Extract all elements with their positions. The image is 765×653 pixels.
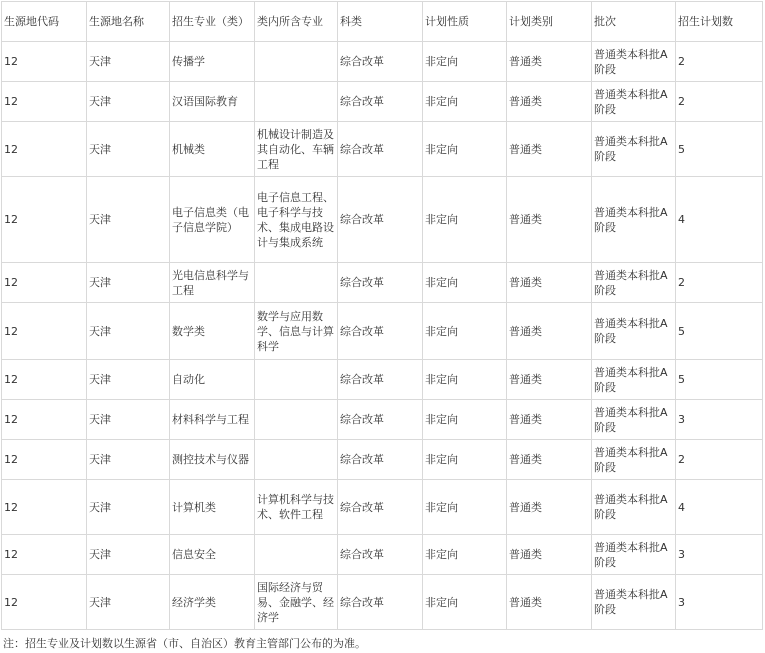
table-cell: 普通类本科批A阶段 [592,535,676,575]
table-cell: 普通类本科批A阶段 [592,440,676,480]
table-cell: 普通类本科批A阶段 [592,480,676,535]
table-cell: 12 [2,122,87,177]
table-cell: 普通类 [507,440,592,480]
table-cell: 非定向 [423,440,507,480]
table-cell: 天津 [87,177,170,263]
table-cell: 普通类本科批A阶段 [592,303,676,360]
table-cell: 天津 [87,360,170,400]
table-cell: 普通类本科批A阶段 [592,360,676,400]
table-cell: 计算机科学与技术、软件工程 [255,480,338,535]
table-cell: 非定向 [423,263,507,303]
table-row [2,122,763,177]
table-cell: 普通类本科批A阶段 [592,122,676,177]
table-cell: 综合改革 [338,263,423,303]
table-cell: 天津 [87,122,170,177]
table-cell: 12 [2,42,87,82]
table-cell: 非定向 [423,177,507,263]
table-cell: 电子信息工程、电子科学与技术、集成电路设计与集成系统 [255,177,338,263]
table-cell: 3 [676,400,763,440]
header-cell: 招生计划数 [676,2,763,42]
table-cell: 普通类本科批A阶段 [592,263,676,303]
table-cell: 综合改革 [338,440,423,480]
table-cell: 天津 [87,82,170,122]
table-cell: 综合改革 [338,360,423,400]
table-cell: 普通类本科批A阶段 [592,177,676,263]
header-cell: 计划性质 [423,2,507,42]
table-row [2,303,763,360]
table-cell: 2 [676,263,763,303]
table-cell [255,535,338,575]
table-cell: 5 [676,360,763,400]
table-cell: 普通类 [507,535,592,575]
table-cell: 普通类 [507,82,592,122]
table-cell: 天津 [87,480,170,535]
header-cell: 生源地名称 [87,2,170,42]
table-cell: 非定向 [423,480,507,535]
table-cell: 12 [2,303,87,360]
table-cell: 非定向 [423,82,507,122]
table-cell: 综合改革 [338,82,423,122]
table-row [2,400,763,440]
table-cell: 普通类 [507,303,592,360]
table-cell: 天津 [87,440,170,480]
footnote: 注：招生专业及计划数以生源省（市、自治区）教育主管部门公布的为准。 [3,637,366,650]
table-cell: 4 [676,480,763,535]
table-cell: 3 [676,575,763,630]
table-row [2,263,763,303]
table-cell: 5 [676,303,763,360]
table-cell: 普通类 [507,177,592,263]
table-cell: 综合改革 [338,575,423,630]
table-cell: 非定向 [423,535,507,575]
table-row [2,42,763,82]
table-cell: 普通类本科批A阶段 [592,400,676,440]
table-cell: 天津 [87,535,170,575]
table-cell: 非定向 [423,400,507,440]
header-cell: 生源地代码 [2,2,87,42]
table-cell: 普通类本科批A阶段 [592,42,676,82]
table-cell: 12 [2,535,87,575]
header-cell: 批次 [592,2,676,42]
table-row [2,480,763,535]
table-cell: 普通类 [507,122,592,177]
table-cell: 12 [2,480,87,535]
table-cell: 非定向 [423,360,507,400]
table-cell: 普通类本科批A阶段 [592,575,676,630]
table-cell: 12 [2,360,87,400]
table-cell: 3 [676,535,763,575]
table-row [2,535,763,575]
table-cell: 综合改革 [338,535,423,575]
table-cell: 国际经济与贸易、金融学、经济学 [255,575,338,630]
table-cell: 计算机类 [170,480,255,535]
table-cell: 天津 [87,42,170,82]
table-row [2,440,763,480]
table-cell: 自动化 [170,360,255,400]
table-cell: 非定向 [423,303,507,360]
table-row [2,575,763,630]
table-cell: 电子信息类（电子信息学院） [170,177,255,263]
table-cell: 综合改革 [338,400,423,440]
table-cell: 普通类本科批A阶段 [592,82,676,122]
table-cell: 机械设计制造及其自动化、车辆工程 [255,122,338,177]
table-cell: 普通类 [507,360,592,400]
table-cell: 普通类 [507,575,592,630]
table-cell: 2 [676,440,763,480]
table-cell: 机械类 [170,122,255,177]
table-cell: 数学类 [170,303,255,360]
table-cell: 12 [2,440,87,480]
table-cell: 信息安全 [170,535,255,575]
header-cell: 科类 [338,2,423,42]
table-cell: 2 [676,42,763,82]
table-cell: 12 [2,575,87,630]
table-cell: 数学与应用数学、信息与计算科学 [255,303,338,360]
table-cell: 非定向 [423,122,507,177]
table-cell: 汉语国际教育 [170,82,255,122]
table-cell: 综合改革 [338,122,423,177]
table-cell: 综合改革 [338,303,423,360]
table-cell: 材料科学与工程 [170,400,255,440]
table-cell: 4 [676,177,763,263]
table-cell: 综合改革 [338,480,423,535]
header-cell: 招生专业（类） [170,2,255,42]
table-row [2,177,763,263]
header-cell: 计划类别 [507,2,592,42]
table-cell: 天津 [87,303,170,360]
table-cell [255,263,338,303]
table-cell [255,440,338,480]
table-cell: 非定向 [423,575,507,630]
table-cell: 5 [676,122,763,177]
table-cell: 普通类 [507,42,592,82]
table-cell: 12 [2,82,87,122]
table-cell: 传播学 [170,42,255,82]
table-cell: 普通类 [507,480,592,535]
admission-plan-table [1,1,763,630]
table-cell: 2 [676,82,763,122]
table-row [2,82,763,122]
table-cell: 天津 [87,575,170,630]
table-cell: 光电信息科学与工程 [170,263,255,303]
table-cell: 普通类 [507,263,592,303]
table-cell [255,82,338,122]
table-cell: 非定向 [423,42,507,82]
table-cell: 经济学类 [170,575,255,630]
table-cell: 综合改革 [338,42,423,82]
table-cell: 综合改革 [338,177,423,263]
table-cell: 12 [2,177,87,263]
header-row [2,2,763,42]
table-cell [255,360,338,400]
table-cell: 12 [2,400,87,440]
table-cell: 12 [2,263,87,303]
table-cell: 普通类 [507,400,592,440]
header-cell: 类内所含专业 [255,2,338,42]
table-cell: 测控技术与仪器 [170,440,255,480]
table-cell: 天津 [87,263,170,303]
table-cell [255,400,338,440]
table-cell: 天津 [87,400,170,440]
table-row [2,360,763,400]
table-cell [255,42,338,82]
